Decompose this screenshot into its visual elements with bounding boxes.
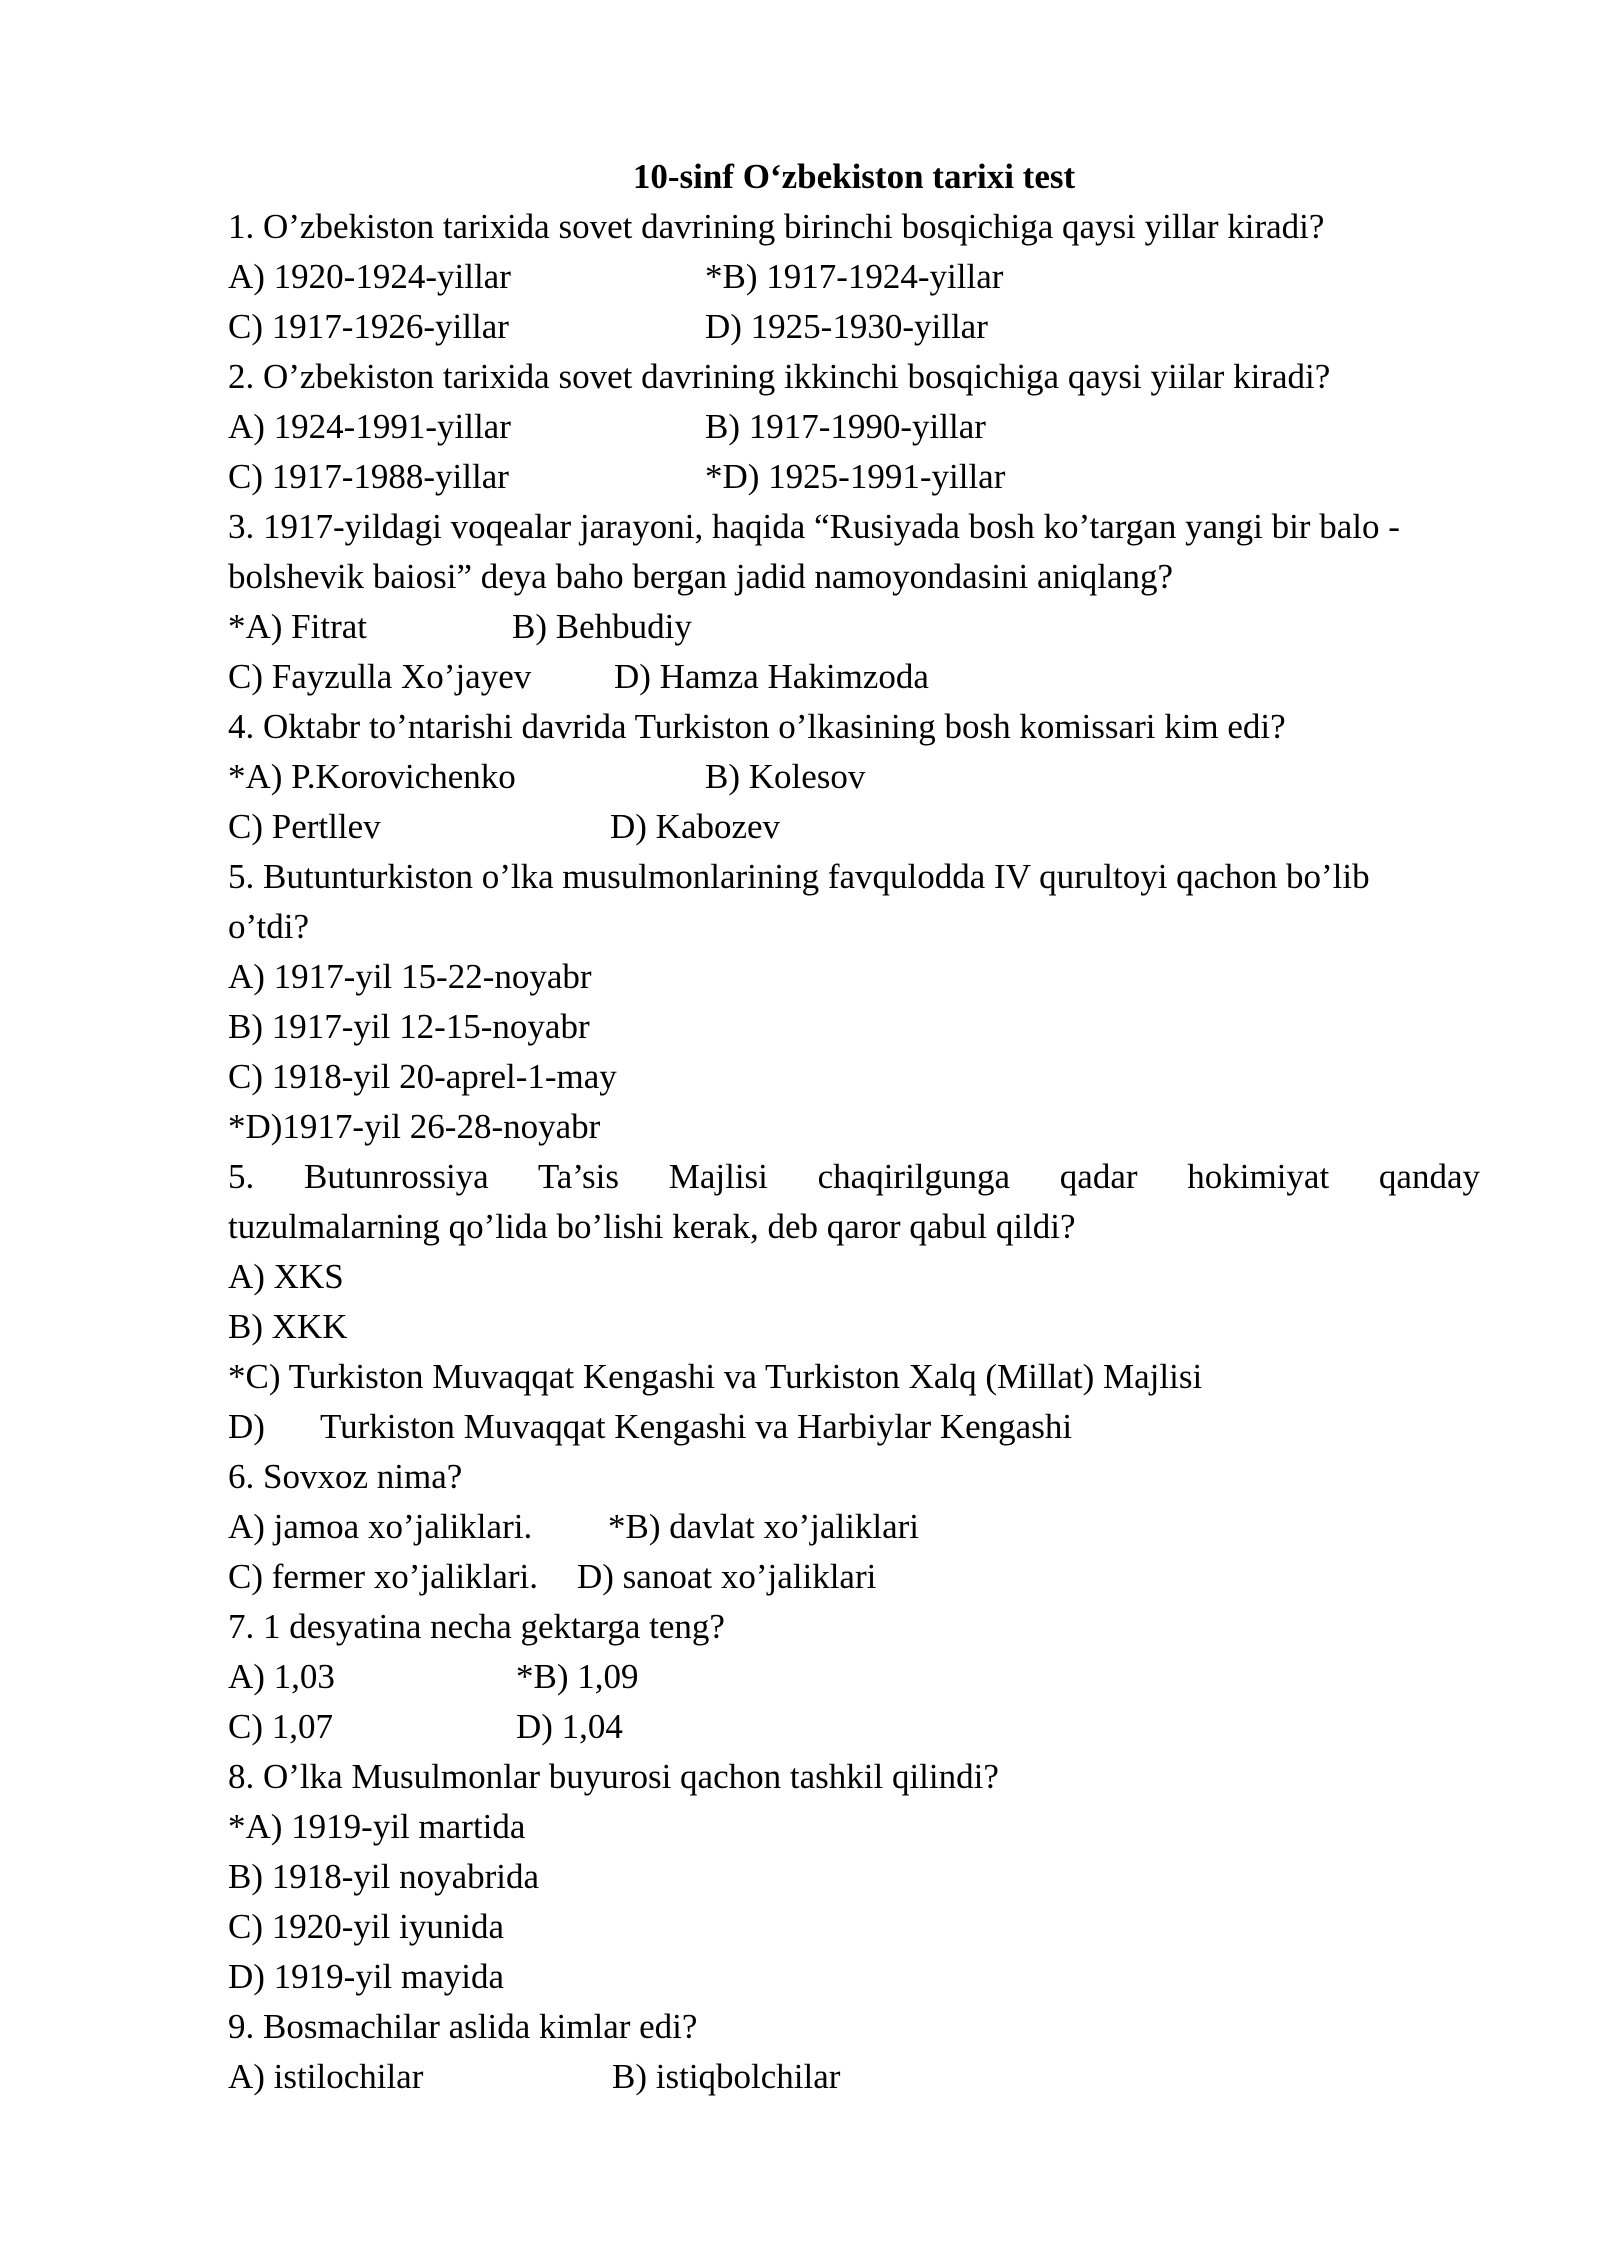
question-2-text: 2. O’zbekiston tarixida sovet davrining ikkinchi bosqichiga qaysi yiilar kiradi? xyxy=(228,357,1331,396)
q5a-option-d: *D)1917-yil 26-28-noyabr xyxy=(228,1107,601,1146)
question-6-options-row-1 xyxy=(228,1502,1480,1552)
q5b-option-a: A) XKS xyxy=(228,1257,344,1296)
question-2-options-row-2 xyxy=(228,452,1480,502)
question-1-options-row-2 xyxy=(228,302,1480,352)
question-6-options-row-2 xyxy=(228,1552,1480,1602)
question-4-text: 4. Oktabr to’ntarishi davrida Turkiston o’lkasining bosh komissari kim edi? xyxy=(228,707,1286,746)
question-6-text: 6. Sovxoz nima? xyxy=(228,1457,463,1496)
question-2-options-row-1 xyxy=(228,402,1480,452)
question-4-options-row-2 xyxy=(228,802,1480,852)
question-3-text-line-2: bolshevik baiosi” deya baho bergan jadid namoyondasini aniqlang? xyxy=(228,557,1174,596)
q1-option-b: *B) 1917-1924-yillar xyxy=(705,257,1004,296)
q3-option-b: B) Behbudiy xyxy=(512,607,692,646)
q4-option-a: *A) P.Korovichenko xyxy=(228,757,516,796)
question-3-options-row-2 xyxy=(228,652,1480,702)
q5a-option-b: B) 1917-yil 12-15-noyabr xyxy=(228,1007,590,1046)
q5a-option-c: C) 1918-yil 20-aprel-1-may xyxy=(228,1057,617,1096)
question-1-options-row-1 xyxy=(228,252,1480,302)
q2-option-c: C) 1917-1988-yillar xyxy=(228,457,509,496)
q8-option-c: C) 1920-yil iyunida xyxy=(228,1907,505,1946)
q2-option-b: B) 1917-1990-yillar xyxy=(705,407,986,446)
q9-option-b: B) istiqbolchilar xyxy=(612,2057,841,2096)
q1-option-c: C) 1917-1926-yillar xyxy=(228,307,509,346)
q6-option-c: C) fermer xo’jaliklari. xyxy=(228,1557,539,1596)
q5b-option-c: *C) Turkiston Muvaqqat Kengashi va Turkiston Xalq (Millat) Majlisi xyxy=(228,1357,1203,1396)
q8-option-a: *A) 1919-yil martida xyxy=(228,1807,526,1846)
doc-title: 10-sinf O‘zbekiston tarixi test xyxy=(632,157,1076,196)
question-1-text: 1. O’zbekiston tarixida sovet davrining birinchi bosqichiga qaysi yillar kiradi? xyxy=(228,207,1325,246)
question-7-options-row-1 xyxy=(228,1652,1480,1702)
q2-option-a: A) 1924-1991-yillar xyxy=(228,407,511,446)
question-5a-text-line-1: 5. Butunturkiston o’lka musulmonlarining favqulodda IV qurultoyi qachon bo’lib xyxy=(228,857,1370,896)
q7-option-d: D) 1,04 xyxy=(516,1707,623,1746)
q7-option-b: *B) 1,09 xyxy=(516,1657,639,1696)
q8-option-d: D) 1919-yil mayida xyxy=(228,1957,505,1996)
question-9-options-row-1 xyxy=(228,2052,1480,2102)
q5b-option-d-label: D) xyxy=(228,1407,265,1446)
question-3-text-line-1: 3. 1917-yildagi voqealar jarayoni, haqida “Rusiyada bosh ko’targan yangi bir balo - xyxy=(228,507,1400,546)
question-5a-text-line-2: o’tdi? xyxy=(228,907,310,946)
question-9-text: 9. Bosmachilar aslida kimlar edi? xyxy=(228,2007,698,2046)
q1-option-d: D) 1925-1930-yillar xyxy=(705,307,988,346)
q6-option-d: D) sanoat xo’jaliklari xyxy=(577,1557,877,1596)
q4-option-c: C) Pertllev xyxy=(228,807,381,846)
q4-option-d: D) Kabozev xyxy=(610,807,781,846)
q1-option-a: A) 1920-1924-yillar xyxy=(228,257,511,296)
q9-option-a: A) istilochilar xyxy=(228,2057,424,2096)
test-content xyxy=(228,152,1480,2102)
q3-option-d: D) Hamza Hakimzoda xyxy=(614,657,929,696)
q6-option-b: *B) davlat xo’jaliklari xyxy=(608,1507,920,1546)
question-5b-text-line-1: 5. Butunrossiya Ta’sis Majlisi chaqirilgunga qadar hokimiyat qanday xyxy=(228,1157,1480,1196)
q4-option-b: B) Kolesov xyxy=(705,757,866,796)
q3-option-a: *A) Fitrat xyxy=(228,607,368,646)
q3-option-c: C) Fayzulla Xo’jayev xyxy=(228,657,532,696)
question-7-text: 7. 1 desyatina necha gektarga teng? xyxy=(228,1607,725,1646)
q5b-option-d-row xyxy=(228,1402,1480,1452)
question-8-text: 8. O’lka Musulmonlar buyurosi qachon tashkil qilindi? xyxy=(228,1757,999,1796)
q2-option-d: *D) 1925-1991-yillar xyxy=(705,457,1006,496)
q5b-option-d-text: Turkiston Muvaqqat Kengashi va Harbiylar Kengashi xyxy=(320,1407,1073,1446)
question-3-options-row-1 xyxy=(228,602,1480,652)
question-7-options-row-2 xyxy=(228,1702,1480,1752)
question-5b-text-line-2: tuzulmalarning qo’lida bo’lishi kerak, deb qaror qabul qildi? xyxy=(228,1207,1076,1246)
q7-option-c: C) 1,07 xyxy=(228,1707,333,1746)
q6-option-a: A) jamoa xo’jaliklari. xyxy=(228,1507,533,1546)
question-4-options-row-1 xyxy=(228,752,1480,802)
q5a-option-a: A) 1917-yil 15-22-noyabr xyxy=(228,957,592,996)
q8-option-b: B) 1918-yil noyabrida xyxy=(228,1857,540,1896)
q7-option-a: A) 1,03 xyxy=(228,1657,335,1696)
q5b-option-b: B) XKK xyxy=(228,1307,348,1346)
